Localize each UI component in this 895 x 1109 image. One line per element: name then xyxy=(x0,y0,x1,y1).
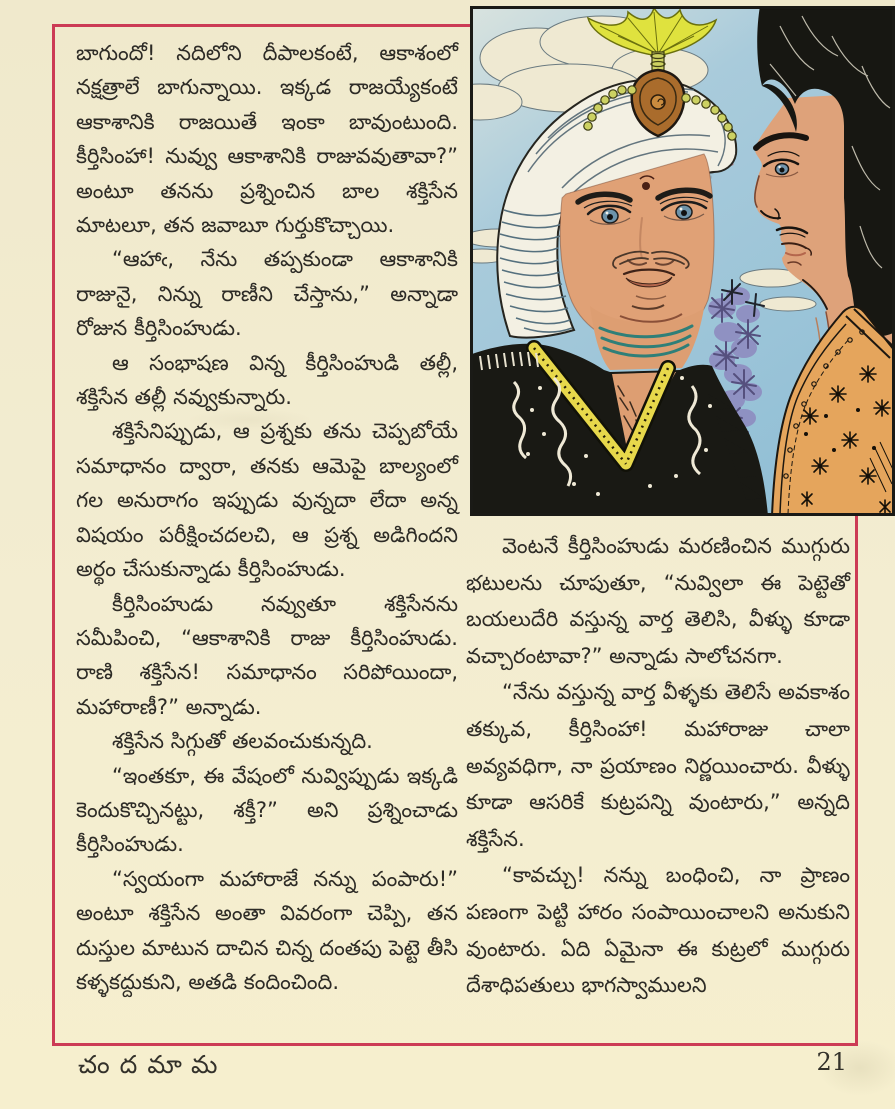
story-paragraph: బాగుందో! నదిలోని దీపాలకంటే, ఆకాశంలో నక్షత్రాలే బాగున్నాయి. ఇక్కడ రాజయ్యేకంటే ఆకాశానికి రాజయితే ఇంకా బావుంటుంది. కీర్తిసింహా! నువ్వు ఆకాశానికి రాజువవుతావా?” అంటూ తనను ప్రశ్నించిన బాల శక్తిసేన మాటలూ, తన జవాబూ గుర్తుకొచ్చాయి. xyxy=(76,41,458,238)
story-illustration xyxy=(470,6,895,516)
story-paragraph: “ఆహాఁ, నేను తప్పకుండా ఆకాశానికి రాజునై, నిన్ను రాణీని చేస్తాను,” అన్నాడా రోజున కీర్తిసింహుడు. xyxy=(76,247,458,341)
bindi xyxy=(642,182,650,190)
story-paragraph: “నేను వస్తున్న వార్త వీళ్ళకు తెలిసే అవకాశం తక్కువ, కీర్తిసింహా! మహారాజు చాలా అవ్యవధిగా, నా ప్రయాణం నిర్ణయించారు. వీళ్ళు కూడా ఆసరికే కుట్రపన్ని వుంటారు,” అన్నది శక్తిసేన. xyxy=(466,680,850,851)
story-paragraph: శక్తిసేనిప్పుడు, ఆ ప్రశ్నకు తను చెప్పబోయే సమాధానం ద్వారా, తనకు ఆమెపై బాల్యంలో గల అనురాగం ఇప్పుడు వున్నదా లేదా అన్న విషయం పరీక్షించదలచి, ఆ ప్రశ్న అడిగిందని అర్థం చేసుకున్నాడు కీర్తిసింహుడు. xyxy=(76,419,458,582)
story-paragraph: కీర్తిసింహుడు నవ్వుతూ శక్తిసేనను సమీపించి, “ఆకాశానికి రాజు కీర్తిసింహుడు. రాణి శక్తిసేన! సమాధానం సరిపోయిందా, మహారాణీ?” అన్నాడు. xyxy=(76,591,458,719)
story-paragraph: “స్వయంగా మహారాజే నన్ను పంపారు!” అంటూ శక్తిసేన అంతా వివరంగా చెప్పి, తన దుస్తుల మాటున దాచిన చిన్న దంతపు పెట్టె తీసి కళ్ళకద్దుకుని, అతడి కందించింది. xyxy=(76,866,458,994)
story-paragraph: ఆ సంభాషణ విన్న కీర్తిసింహుడి తల్లీ, శక్తిసేన తల్లీ నవ్వుకున్నారు. xyxy=(76,350,458,410)
left-text-column xyxy=(76,36,458,999)
story-paragraph: వెంటనే కీర్తిసింహుడు మరణించిన ముగ్గురు భటులను చూపుతూ, “నువ్విలా ఈ పెట్టెతో బయలుదేరి వస్తున్న వార్త తెలిసి, వీళ్ళు కూడా వచ్చారంటావా?” అన్నాడు సాలోచనగా. xyxy=(466,534,850,668)
page-number: 21 xyxy=(816,1048,847,1076)
right-text-column xyxy=(466,528,850,1004)
story-paragraph: “ఇంతకూ, ఈ వేషంలో నువ్విప్పుడు ఇక్కడి కెందుకొచ్చినట్టు, శక్తీ?” అని ప్రశ్నించాడు కీర్తిసింహుడు. xyxy=(76,763,458,857)
story-paragraph: “కావచ్చు! నన్ను బంధించి, నా ప్రాణం పణంగా పెట్టి హారం సంపాయించాలని అనుకుని వుంటారు. ఏది ఏమైనా ఈ కుట్రలో ముగ్గురు దేశాధిపతులు భాగస్వాములని xyxy=(466,863,850,998)
story-paragraph: శక్తిసేన సిగ్గుతో తలవంచుకున్నది. xyxy=(112,729,373,754)
magazine-name: చందమామ xyxy=(78,1050,228,1079)
